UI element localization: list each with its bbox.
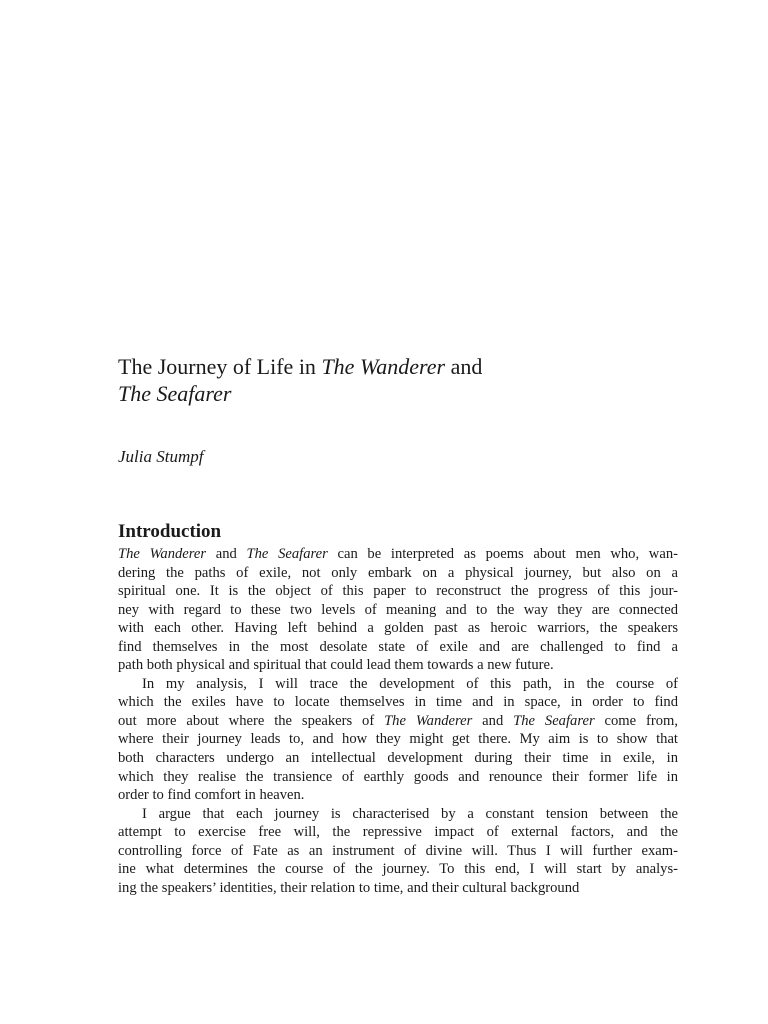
text-segment: both characters undergo an intellectual development during their time in exile, in bbox=[118, 750, 678, 767]
text-line bbox=[118, 564, 678, 583]
text-segment: I argue that each journey is characterised by a constant tension between the bbox=[142, 805, 678, 822]
text-line bbox=[118, 656, 678, 675]
section-heading: Introduction bbox=[118, 521, 222, 542]
text-segment: order to find comfort in heaven. bbox=[118, 787, 305, 804]
text-line bbox=[118, 805, 678, 824]
text-segment: ney with regard to these two levels of meaning and to the way they are connected bbox=[118, 601, 678, 618]
text-segment: ine what determines the course of the journey. To this end, I will start by analys- bbox=[118, 861, 678, 878]
article-title bbox=[118, 353, 678, 407]
text-segment: spiritual one. It is the object of this paper to reconstruct the progress of this jour- bbox=[118, 583, 678, 600]
text-segment: with each other. Having left behind a golden past as heroic warriors, the speakers bbox=[118, 620, 678, 637]
italic-text: The Wanderer bbox=[321, 354, 446, 379]
text-line bbox=[118, 823, 678, 842]
paragraph bbox=[118, 545, 678, 675]
text-line bbox=[118, 675, 678, 694]
text-line bbox=[118, 638, 678, 657]
text-segment: and bbox=[472, 712, 514, 729]
text-line bbox=[118, 879, 678, 898]
text-segment: find themselves in the most desolate state of exile and are challenged to find a bbox=[118, 638, 678, 655]
text-segment: which they realise the transience of earthly goods and renounce their former life in bbox=[118, 768, 678, 785]
text-segment: and bbox=[206, 546, 247, 562]
text-segment: out more about where the speakers of bbox=[118, 712, 385, 729]
text-segment: attempt to exercise free will, the repressive impact of external factors, and the bbox=[118, 824, 678, 841]
title-line bbox=[118, 353, 678, 380]
italic-text: The Wanderer bbox=[384, 712, 473, 729]
text-line bbox=[118, 768, 678, 787]
text-segment: path both physical and spiritual that could lead them towards a new future. bbox=[118, 657, 554, 674]
text-line bbox=[118, 582, 678, 601]
text-line bbox=[118, 693, 678, 712]
text-segment: which the exiles have to locate themselves in time and in space, in order to find bbox=[118, 694, 678, 711]
title-line bbox=[118, 380, 678, 407]
text-line bbox=[118, 786, 678, 805]
text-segment: and bbox=[445, 354, 483, 379]
text-line bbox=[118, 601, 678, 620]
text-line bbox=[118, 749, 678, 768]
paragraph bbox=[118, 675, 678, 805]
text-segment: In my analysis, I will trace the development of this path, in the course of bbox=[142, 675, 678, 692]
text-segment: come from, bbox=[594, 712, 678, 729]
italic-text: The Seafarer bbox=[246, 546, 328, 562]
text-line bbox=[118, 712, 678, 731]
text-segment: The Journey of Life in bbox=[118, 354, 322, 379]
author-name: Julia Stumpf bbox=[118, 447, 204, 466]
text-line bbox=[118, 545, 678, 564]
text-segment: where their journey leads to, and how they might get there. My aim is to show that bbox=[118, 731, 678, 748]
body-text bbox=[118, 545, 678, 897]
text-segment: ing the speakers’ identities, their relation to time, and their cultural background bbox=[118, 879, 580, 896]
text-segment: dering the paths of exile, not only embark on a physical journey, but also on a bbox=[118, 564, 678, 581]
paragraph bbox=[118, 805, 678, 898]
text-line bbox=[118, 730, 678, 749]
text-segment: can be interpreted as poems about men who, wan- bbox=[327, 546, 678, 562]
italic-text: The Wanderer bbox=[118, 546, 207, 562]
italic-text: The Seafarer bbox=[118, 381, 232, 406]
italic-text: The Seafarer bbox=[513, 712, 595, 729]
text-line bbox=[118, 860, 678, 879]
text-segment: controlling force of Fate as an instrument of divine will. Thus I will further exam- bbox=[118, 842, 678, 859]
text-line bbox=[118, 619, 678, 638]
text-line bbox=[118, 842, 678, 861]
